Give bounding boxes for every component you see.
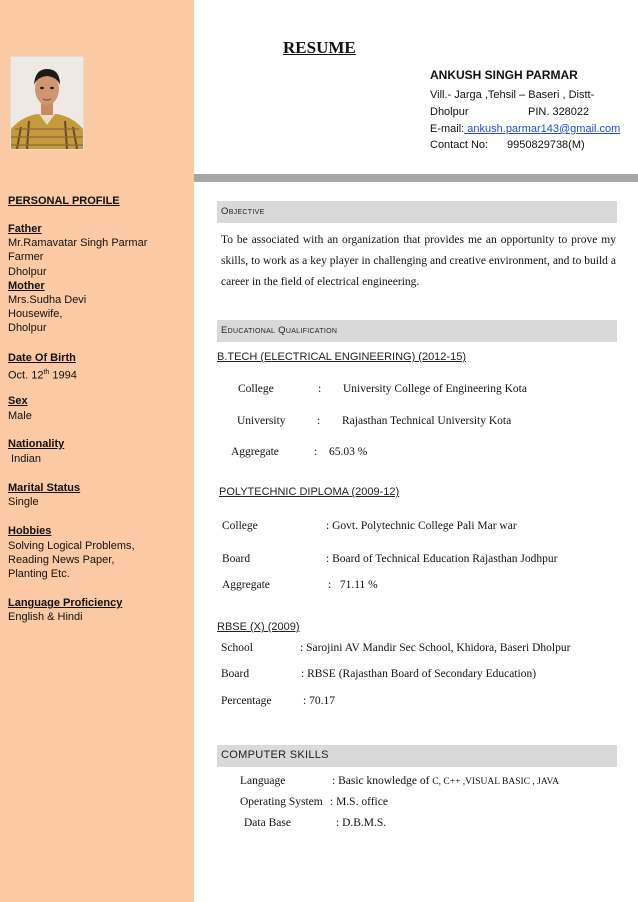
sex-label: Sex xyxy=(8,395,28,407)
marital-label: Marital Status xyxy=(8,482,81,494)
computer-language-list: C, C++ ,VISUAL BASIC , JAVA xyxy=(432,777,559,787)
rbse-title: RBSE (X) (2009) xyxy=(217,621,300,633)
candidate-name: ANKUSH SINGH PARMAR xyxy=(430,68,578,82)
father-name: Mr.Ramavatar Singh Parmar xyxy=(8,237,148,249)
diploma-title: POLYTECHNIC DIPLOMA (2009-12) xyxy=(219,486,400,498)
computer-skills-band xyxy=(217,745,617,767)
header-divider xyxy=(194,174,638,182)
hobby-item: Reading News Paper, xyxy=(8,554,115,566)
diploma-board-label: Board xyxy=(222,553,251,565)
page-title: RESUME xyxy=(283,38,356,57)
computer-language xyxy=(332,775,559,787)
marital-value: Single xyxy=(8,496,39,508)
diploma-college-label: College xyxy=(222,520,258,532)
objective-text: To be associated with an organization that provides me an opportunity to prove my skills, to work as a key player in challenging and creative environment, and to build a career in the field of electrical engineering. xyxy=(221,234,616,288)
nationality-value: Indian xyxy=(8,453,42,465)
btech-university: Rajasthan Technical University Kota xyxy=(342,415,512,427)
mother-name: Mrs.Sudha Devi xyxy=(8,294,87,306)
pin-code: PIN. 328022 xyxy=(528,106,590,118)
father-label: Father xyxy=(8,223,42,235)
rbse-percentage-label: Percentage xyxy=(221,695,272,707)
sex-value: Male xyxy=(8,410,32,422)
rbse-school-label: School xyxy=(221,642,253,654)
dob-suffix: th xyxy=(43,369,50,376)
rbse-board-label: Board xyxy=(221,668,250,680)
person-photo-icon xyxy=(11,57,83,149)
diploma-college: : Govt. Polytechnic College Pali Mar war xyxy=(326,520,517,532)
diploma-aggregate: : 71.11 % xyxy=(328,579,378,591)
diploma-board: : Board of Technical Education Rajasthan Jodhpur xyxy=(326,553,558,565)
computer-language-prefix: : Basic knowledge of xyxy=(332,775,433,787)
contact-label: Contact No: xyxy=(430,139,489,151)
btech-aggregate: 65.03 % xyxy=(329,446,368,458)
father-place: Dholpur xyxy=(8,266,47,278)
btech-title: B.TECH (ELECTRICAL ENGINEERING) (2012-15) xyxy=(217,351,466,363)
education-heading: Educational Qualification xyxy=(221,325,338,336)
education-band xyxy=(217,320,617,342)
email-link[interactable]: ankush.parmar143@gmail.com xyxy=(464,123,621,135)
os-label: Operating System xyxy=(240,796,323,808)
colon: : xyxy=(318,383,322,395)
colon: : xyxy=(317,415,321,427)
profile-photo xyxy=(10,56,84,150)
computer-language-label: Language xyxy=(240,775,286,787)
computer-skills-heading: COMPUTER SKILLS xyxy=(221,749,329,761)
language-value: English & Hindi xyxy=(8,611,83,623)
btech-aggregate-label: Aggregate xyxy=(231,446,279,458)
btech-university-label: University xyxy=(237,415,286,427)
dob-year: 1994 xyxy=(49,369,77,382)
email-label: E-mail: xyxy=(430,123,465,135)
dob-day: Oct. 12 xyxy=(8,369,44,382)
colon: : xyxy=(314,446,318,458)
hobby-item: Solving Logical Problems, xyxy=(8,540,135,552)
btech-college-label: College xyxy=(238,383,274,395)
dob-label: Date Of Birth xyxy=(8,352,76,364)
rbse-school: : Sarojini AV Mandir Sec School, Khidora, Baseri Dholpur xyxy=(300,642,571,654)
os-value: : M.S. office xyxy=(330,796,388,808)
hobby-item: Planting Etc. xyxy=(8,568,70,580)
nationality-label: Nationality xyxy=(8,438,65,450)
database-label: Data Base xyxy=(244,817,291,829)
father-occupation: Farmer xyxy=(8,251,44,263)
dob-value xyxy=(8,366,77,383)
address-line1: Vill.- Jarga ,Tehsil – Baseri , Distt- xyxy=(430,89,595,101)
database-value: : D.B.M.S. xyxy=(336,817,387,829)
personal-profile-heading: PERSONAL PROFILE xyxy=(8,195,120,207)
btech-college: University College of Engineering Kota xyxy=(343,383,527,395)
language-label: Language Proficiency xyxy=(8,597,123,609)
rbse-board: : RBSE (Rajasthan Board of Secondary Education) xyxy=(301,668,537,680)
mother-occupation: Housewife, xyxy=(8,308,63,320)
diploma-aggregate-label: Aggregate xyxy=(222,579,270,591)
contact-number: 9950829738(M) xyxy=(507,139,585,151)
hobbies-label: Hobbies xyxy=(8,525,52,537)
mother-label: Mother xyxy=(8,280,45,292)
objective-band xyxy=(217,201,617,223)
objective-heading: Objective xyxy=(221,206,265,217)
mother-place: Dholpur xyxy=(8,322,47,334)
address-line2: Dholpur xyxy=(430,106,469,118)
rbse-percentage: : 70.17 xyxy=(303,695,335,707)
email-row xyxy=(430,123,620,135)
